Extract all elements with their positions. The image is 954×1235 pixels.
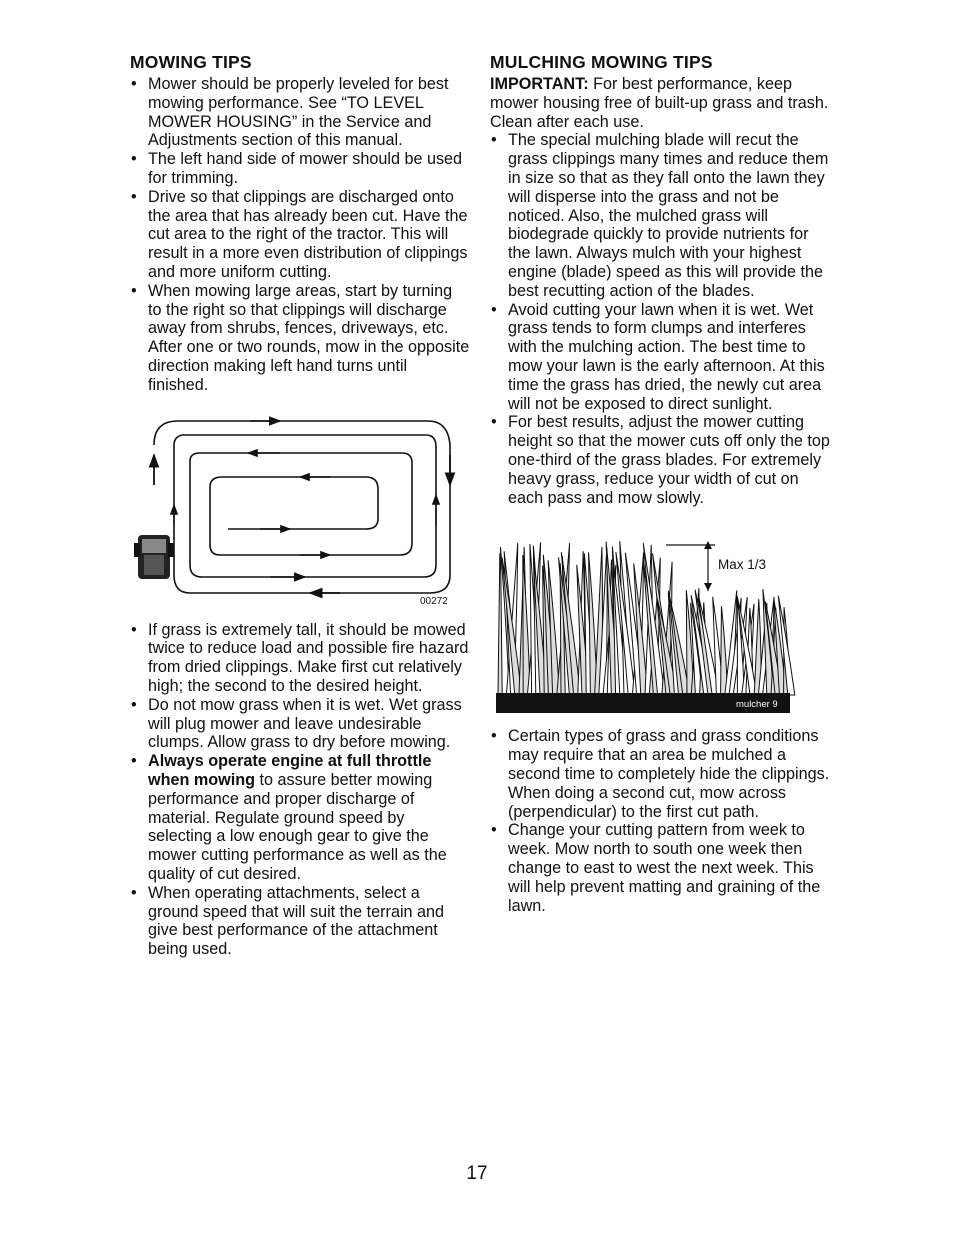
mulching-tips-heading: MULCHING MOWING TIPS — [490, 52, 713, 72]
figure-code: 00272 — [420, 595, 448, 605]
tractor-icon — [134, 535, 174, 579]
mowing-pattern-figure — [130, 415, 470, 605]
mulching-tips-list-bottom — [490, 727, 835, 915]
throttle-bold-text: Always operate engine at full throttle when mowing — [148, 752, 432, 789]
grass-figure-code: mulcher 9 — [736, 699, 778, 711]
list-item: • Mower should be properly leveled for best mowing performance. See “TO LEVEL MOWER HOUSING” in the Service and Adjustments section of this manual. — [130, 75, 470, 150]
list-item: • When operating attachments, select a ground speed that will suit the terrain and give best performance of the attachment being used. — [130, 884, 470, 959]
grass-height-illustration — [490, 533, 820, 713]
list-item: • The left hand side of mower should be used for trimming. — [130, 150, 470, 188]
list-item: • When mowing large areas, start by turning to the right so that clippings will discharge away from shrubs, fences, driveways, etc. After one or two rounds, mow in the opposite direction making left hand turns until finished. — [130, 282, 470, 395]
list-item: • Drive so that clippings are discharged onto the area that has already been cut. Have the cut area to the right of the tractor. This will result in a more even distribution of clippings and more uniform cutting. — [130, 188, 470, 282]
list-item: • Do not mow grass when it is wet. Wet grass will plug mower and leave undesirable clumps. Allow grass to dry before mowing. — [130, 696, 470, 752]
list-item: • If grass is extremely tall, it should be mowed twice to reduce load and possible fire hazard from dried clippings. Make first cut relatively high; the second to the desired height. — [130, 621, 470, 696]
grass-height-figure — [490, 533, 835, 713]
list-item: • Avoid cutting your lawn when it is wet. Wet grass tends to form clumps and interferes with the mulching action. The best time to mow your lawn is the early afternoon. At this time the grass has dried, the newly cut area will not be exposed to direct sunlight. — [490, 301, 835, 414]
important-label: IMPORTANT: — [490, 75, 589, 93]
list-item: • Certain types of grass and grass conditions may require that an area be mulched a second time to completely hide the clippings. When doing a second cut, mow across (perpendicular) to the first cut path. — [490, 727, 835, 821]
mulching-tips-list-top — [490, 131, 835, 507]
throttle-text: to assure better mowing performance and proper discharge of material. Regulate ground speed by selecting a low enough gear to give the mower cutting performance as well as the quality of cut desired. — [148, 770, 447, 883]
important-note — [490, 75, 835, 131]
list-item-throttle — [130, 752, 470, 884]
mulching-tips-column — [490, 52, 835, 915]
list-item: • For best results, adjust the mower cutting height so that the mower cuts off only the top one-third of the grass blades. For extremely heavy grass, reduce your width of cut on each pass and mow slowly. — [490, 413, 835, 507]
important-text: For best performance, keep mower housing free of built-up grass and trash. Clean after each use. — [490, 75, 829, 131]
mowing-tips-list-top — [130, 75, 470, 395]
list-item: • The special mulching blade will recut the grass clippings many times and reduce them in size so that as they fall onto the lawn they will disperse into the grass and not be noticed. Also, the mulched grass will biodegrade quickly to provide nutrients for the lawn. Always mulch with your highest engine (blade) speed as this will provide the best recutting action of the blades. — [490, 131, 835, 300]
list-item: • Change your cutting pattern from week to week. Mow north to south one week then change to east to west the next week. This will help prevent matting and graining of the lawn. — [490, 821, 835, 915]
max-label: Max 1/3 — [718, 557, 767, 573]
mowing-pattern-diagram — [130, 415, 460, 605]
mowing-tips-heading: MOWING TIPS — [130, 52, 252, 72]
page-number: 17 — [466, 1163, 488, 1184]
mowing-tips-list-bottom — [130, 621, 470, 959]
mowing-tips-column — [130, 52, 470, 959]
